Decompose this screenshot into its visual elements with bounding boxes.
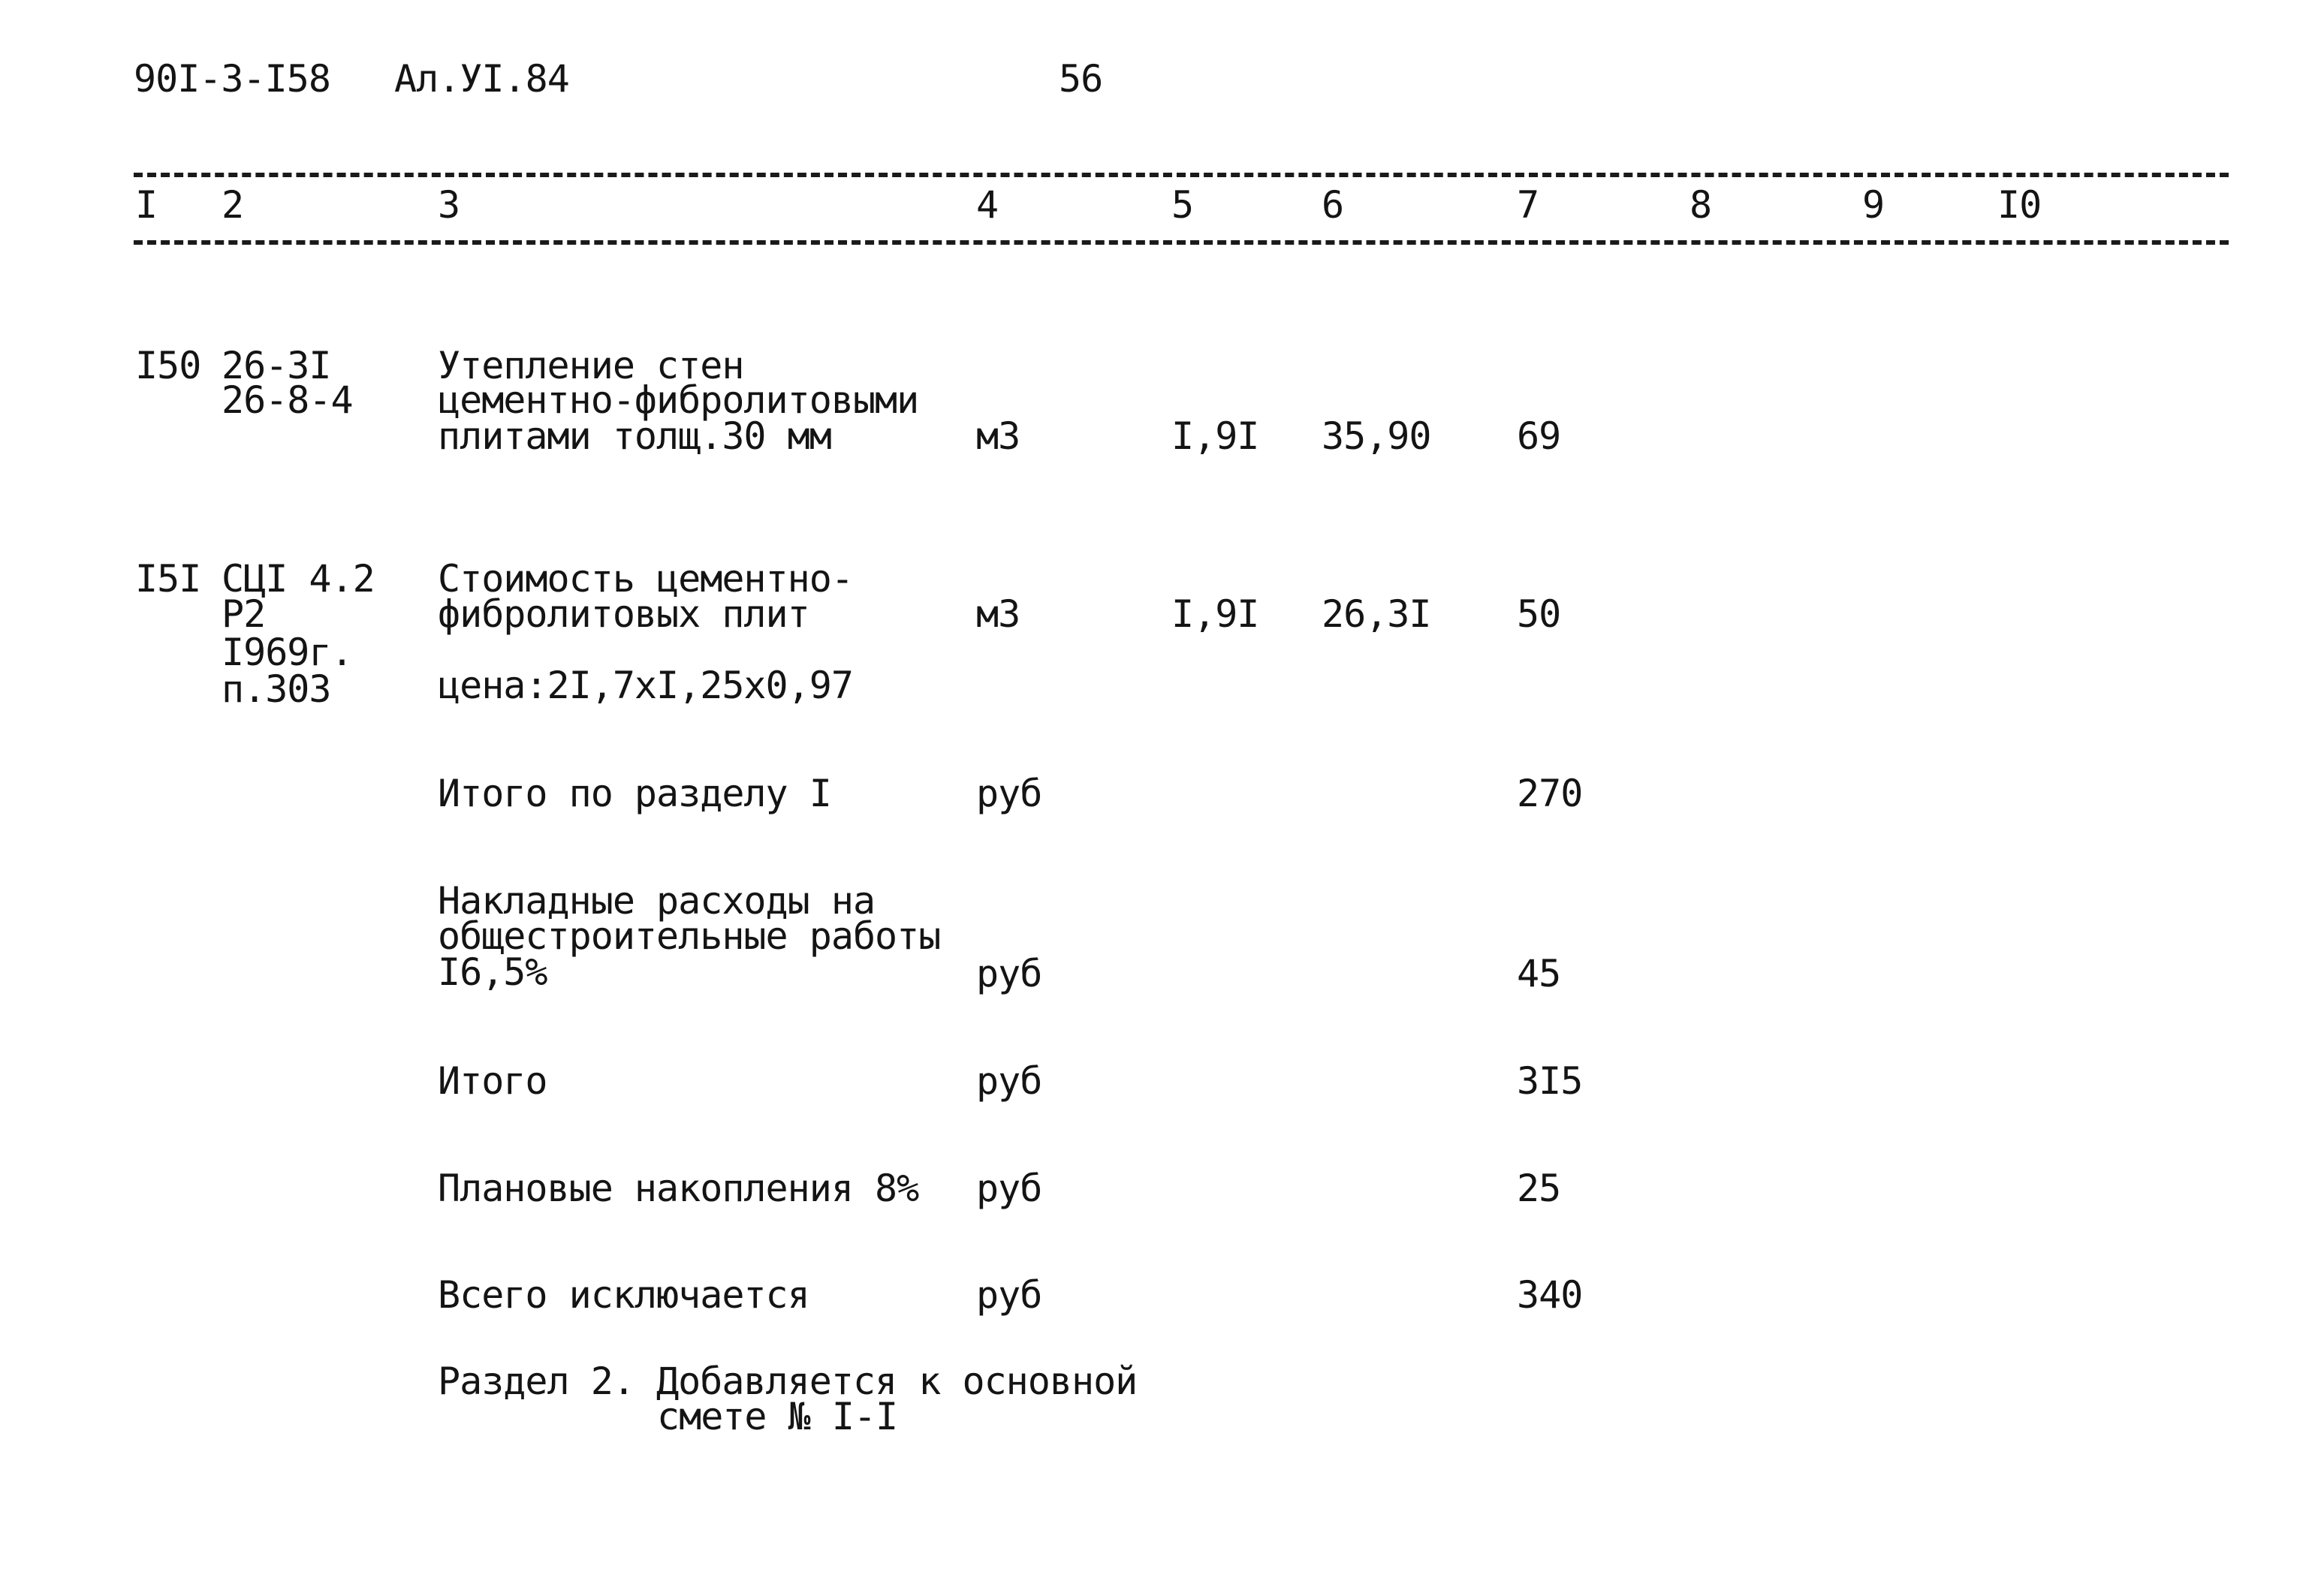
summary-unit: руб (976, 1273, 1042, 1317)
summary-label: I6,5% (438, 950, 547, 994)
header-top-rule (134, 173, 2229, 177)
summary-unit: руб (976, 772, 1042, 815)
row-number: I50 (135, 344, 201, 387)
item-description: плитами толщ.30 мм (438, 414, 831, 458)
summary-label: Плановые накопления 8% (438, 1167, 919, 1210)
header-bottom-rule (134, 240, 2229, 245)
row-number: I5I (135, 557, 201, 601)
summary-unit: руб (976, 1059, 1042, 1103)
norm-code: СЦI 4.2 (222, 557, 375, 601)
summary-label: Накладные расходы на (438, 879, 876, 923)
item-description: цементно-фибролитовыми (438, 378, 919, 422)
column-number: 4 (976, 183, 999, 227)
unit-price: 26,3I (1322, 592, 1431, 636)
norm-code: 26-8-4 (222, 378, 353, 422)
price-note: цена:2I,7хI,25х0,97 (438, 664, 853, 707)
column-number: 8 (1690, 183, 1712, 227)
album-number: Ал.УI.84 (394, 57, 569, 101)
page-number: 56 (1059, 57, 1103, 101)
section-heading: смете № I-I (657, 1395, 898, 1438)
summary-total: 340 (1517, 1273, 1583, 1317)
quantity: I,9I (1171, 414, 1259, 458)
column-number: 6 (1322, 183, 1344, 227)
document-code: 90I-3-I58 (134, 57, 330, 101)
column-number: 9 (1862, 183, 1885, 227)
column-number: 7 (1517, 183, 1539, 227)
summary-total: 25 (1517, 1167, 1561, 1210)
summary-unit: руб (976, 952, 1042, 995)
summary-label: общестроительные работы (438, 914, 941, 958)
section-heading: Раздел 2. Добавляется к основной (438, 1360, 1138, 1403)
unit-price: 35,90 (1322, 414, 1431, 458)
summary-total: 270 (1517, 772, 1583, 815)
summary-label: Итого (438, 1059, 547, 1103)
item-description: Утепление стен (438, 344, 744, 387)
total-cost: 69 (1517, 414, 1561, 458)
total-cost: 50 (1517, 592, 1561, 636)
item-description: Стоимость цементно- (438, 557, 853, 601)
summary-total: 3I5 (1517, 1059, 1583, 1103)
column-number: I0 (1997, 183, 2042, 227)
summary-label: Итого по разделу I (438, 772, 831, 815)
quantity: I,9I (1171, 592, 1259, 636)
column-number: 5 (1171, 183, 1194, 227)
norm-code: I969г. (222, 631, 353, 674)
norm-code: Р2 (222, 592, 266, 636)
column-number: 3 (438, 183, 460, 227)
summary-unit: руб (976, 1167, 1042, 1210)
unit: м3 (976, 414, 1020, 458)
norm-code: 26-3I (222, 344, 331, 387)
summary-total: 45 (1517, 952, 1561, 995)
unit: м3 (976, 592, 1020, 636)
norm-code: п.303 (222, 667, 331, 711)
column-number: I (135, 183, 158, 227)
column-number: 2 (222, 183, 244, 227)
summary-label: Всего исключается (438, 1273, 809, 1317)
item-description: фибролитовых плит (438, 592, 809, 636)
